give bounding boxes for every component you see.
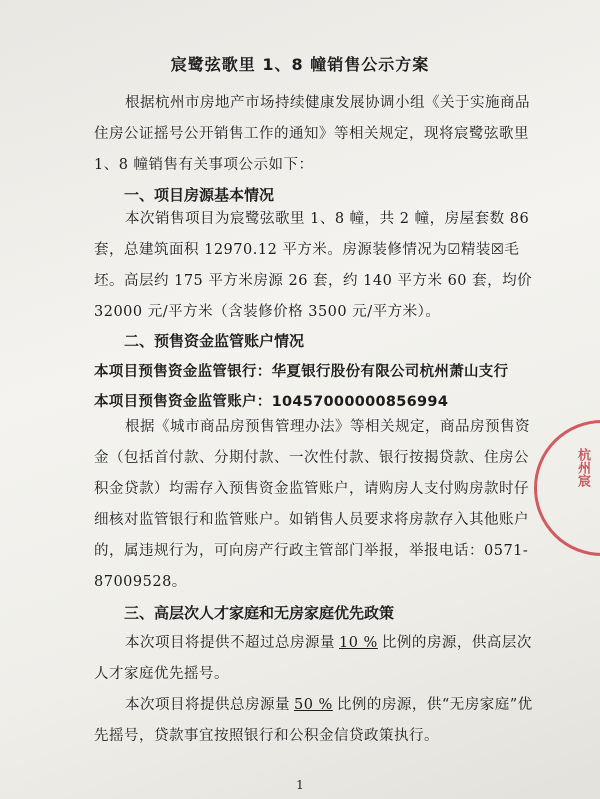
section3-heading: 三、高层次人才家庭和无房家庭优先政策 xyxy=(124,604,395,622)
supervision-bank-line: 本项目预售资金监管银行：华夏银行股份有限公司杭州萧山支行 xyxy=(94,364,509,380)
section2-body: 根据《城市商品房预售管理办法》等相关规定，商品房预售资金（包括首付款、分期付款、一次性付款、银行按揭贷款、住房公积金贷款）均需存入预售资金监管账户，请购房人支付购房款时仔细核对监管银行和监管账户。如销售人员要求将房款存入其他账户的，属违规行为，可向房产行政主管部门举报，举报电话：0571-87009528。 xyxy=(94,419,530,590)
section3-paragraph-1 xyxy=(94,628,534,690)
red-seal-stamp xyxy=(534,420,600,556)
page-number: 1 xyxy=(296,778,304,792)
supervision-account-line: 本项目预售资金监管账户：10457000000856994 xyxy=(94,394,449,410)
stamp-text: 杭州宸 xyxy=(575,448,590,487)
section3-paragraph-2 xyxy=(94,690,534,752)
section2-heading: 二、预售资金监管账户情况 xyxy=(124,332,305,350)
document-title: 宸鹭弦歌里 1、8 幢销售公示方案 xyxy=(170,55,430,74)
section1-body: 本次销售项目为宸鹭弦歌里 1、8 幢，共 2 幢，房屋套数 86 套，总建筑面积 12970.12 平方米。房源装修情况为☑精装☒毛坯。高层约 175 平方米房源 26 套，约 140 平方米 60 套，均价 32000 元/平方米（含装修价格 3500 元/平方米）。 xyxy=(94,211,533,320)
p2-value: 50 % xyxy=(294,697,333,713)
p1-value: 10 % xyxy=(339,635,378,651)
section1-heading: 一、项目房源基本情况 xyxy=(124,186,275,204)
p2-pre: 本次项目将提供总房源量 xyxy=(125,697,290,713)
p1-pre: 本次项目将提供不超过总房源量 xyxy=(125,635,335,651)
p1-post: 比例的房源，供高层次人才家庭优先摇号。 xyxy=(94,635,532,682)
p2-post: 比例的房源，供“无房家庭”优先摇号，贷款事宜按照银行和公积金信贷政策执行。 xyxy=(94,697,533,744)
intro-paragraph: 根据杭州市房地产市场持续健康发展协调小组《关于实施商品住房公证摇号公开销售工作的通知》等相关规定，现将宸鹭弦歌里 1、8 幢销售有关事项公示如下： xyxy=(94,95,530,173)
